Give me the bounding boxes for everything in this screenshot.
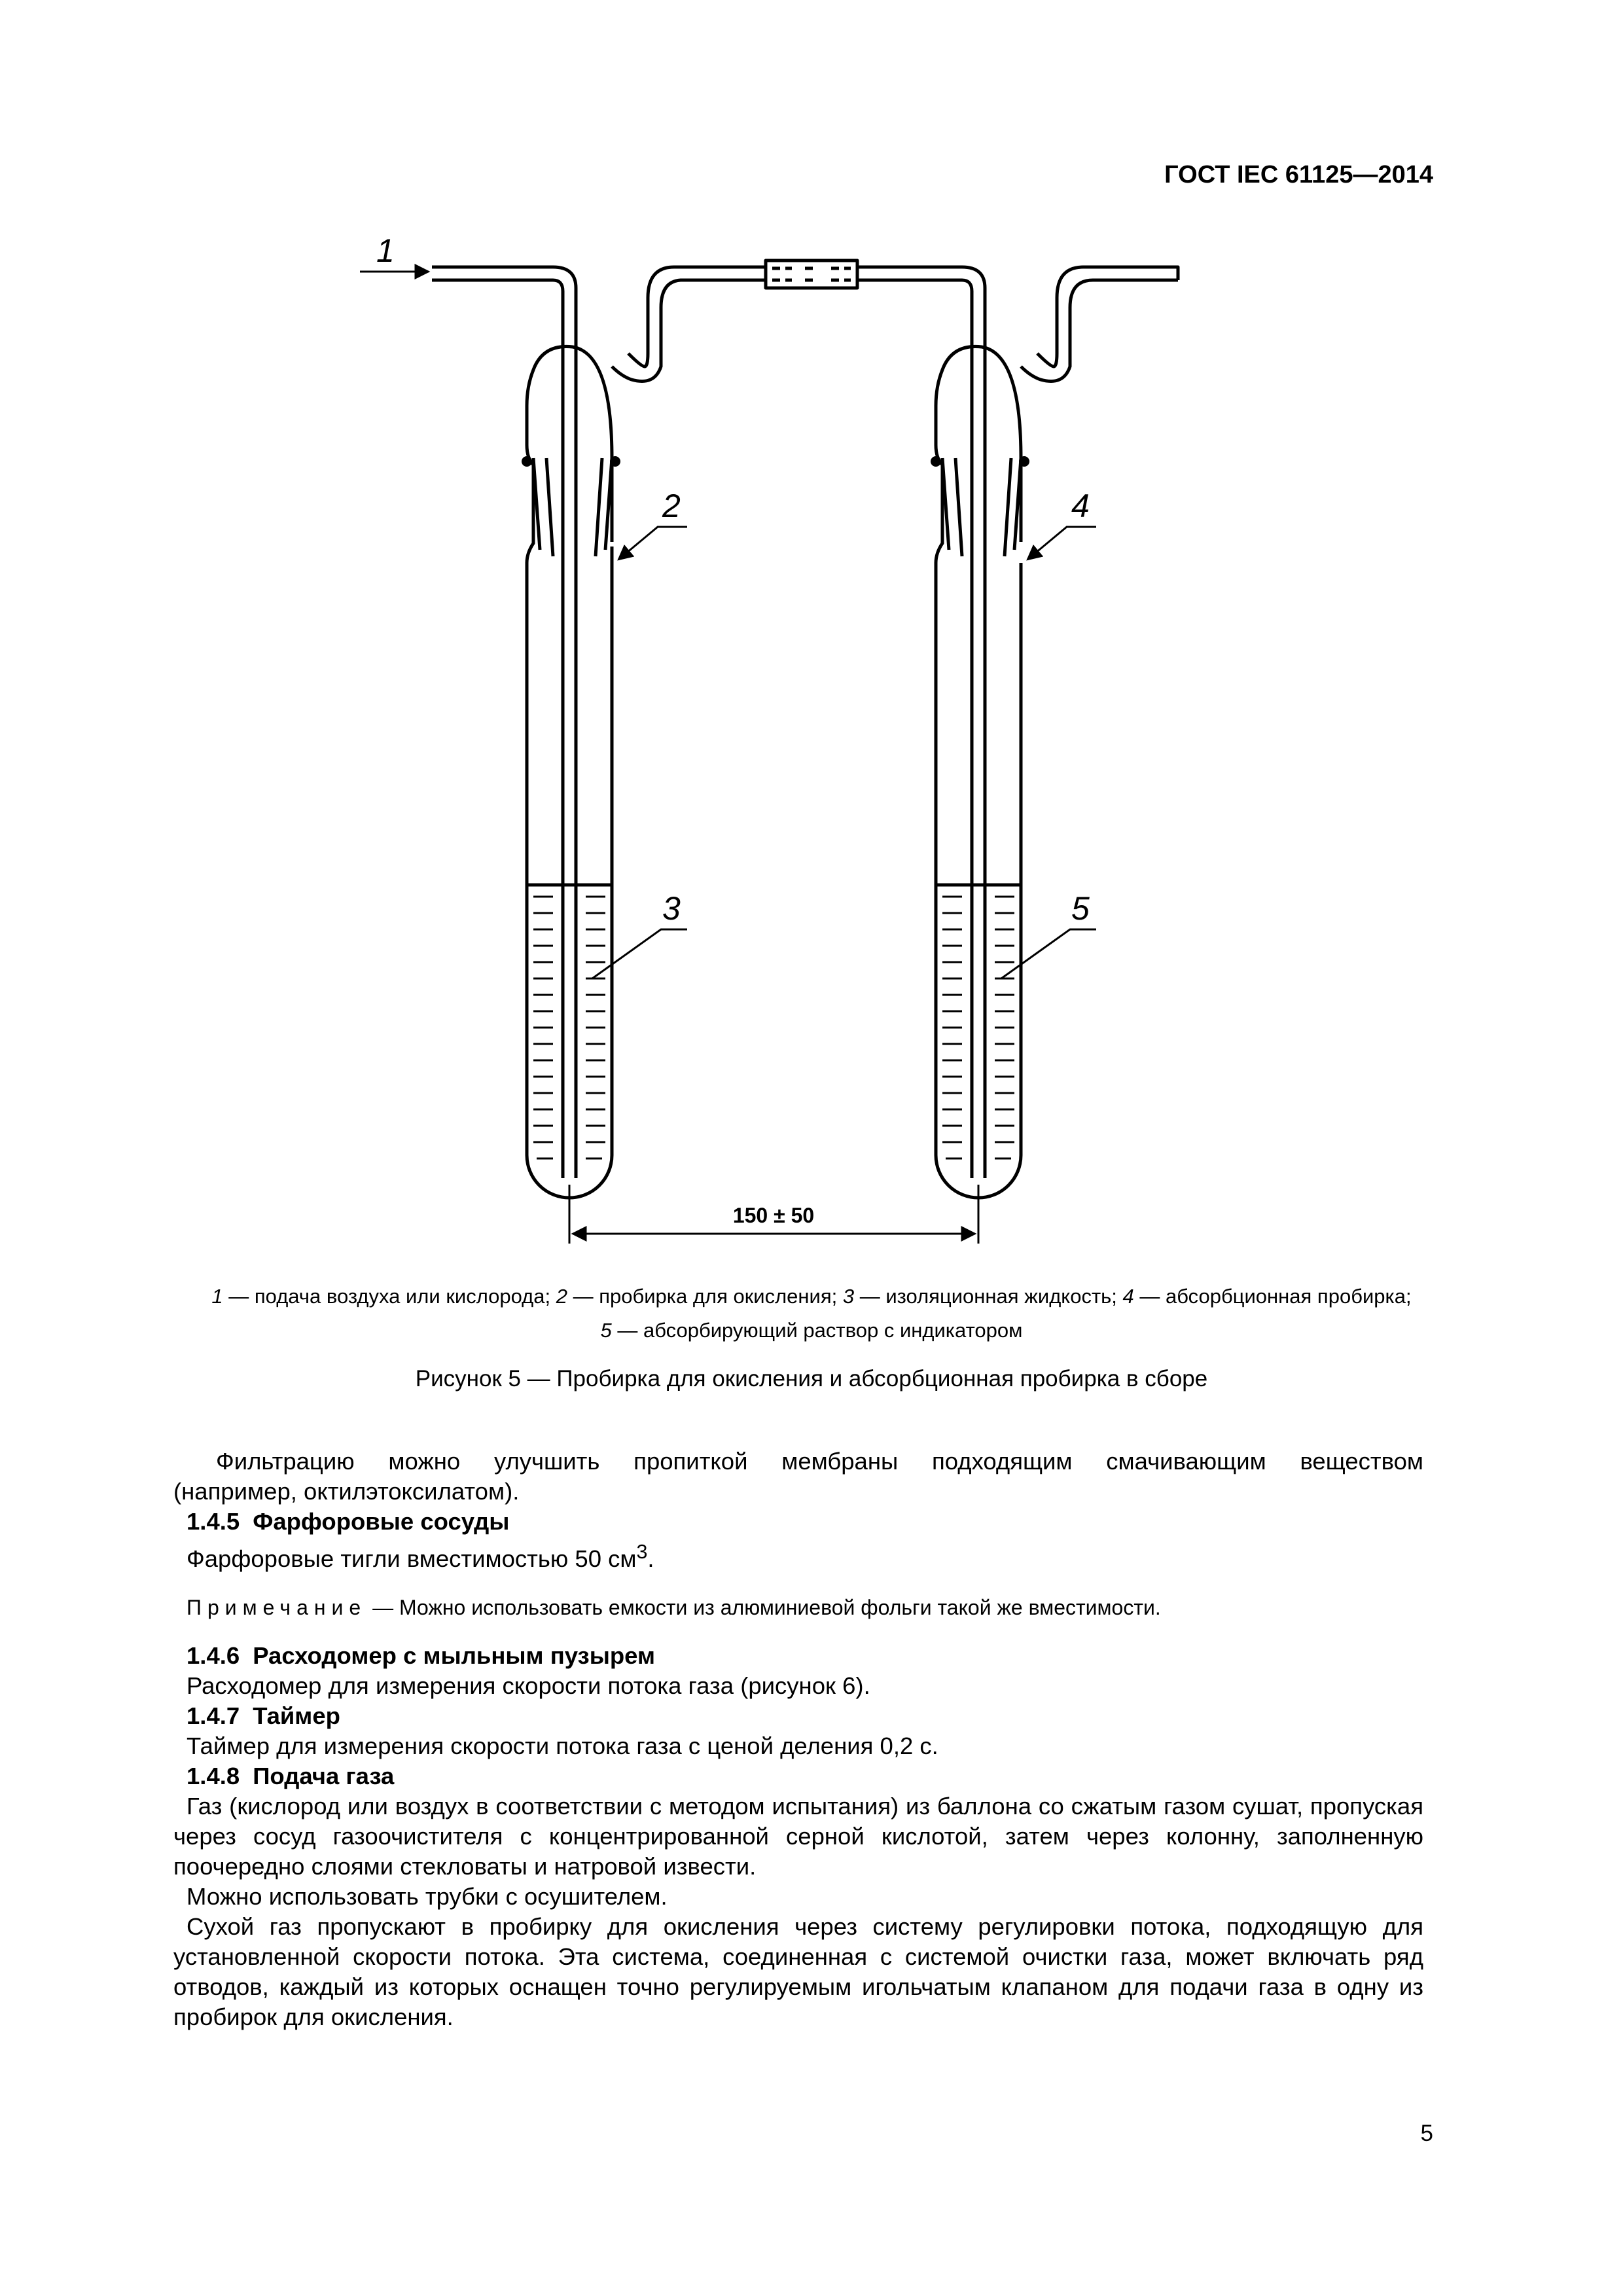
- paragraph-filtration-cont: (например, октилэтоксилатом).: [173, 1478, 520, 1505]
- standard-code: ГОСТ IEC 61125—2014: [1164, 161, 1433, 188]
- absorption-tube: [936, 346, 1021, 1198]
- label-4: 4: [1071, 488, 1090, 524]
- figure-legend: 1 — подача воздуха или кислорода; 2 — пробирка для окисления; 3 — изоляционная жидкость; 4 — абсорбционная пробирка; 5 — абсорбирующий раствор с индикатором: [211, 1285, 1412, 1342]
- section-1-4-7-text: Таймер для измерения скорости потока газа с ценой деления 0,2 с.: [187, 1732, 938, 1760]
- inlet-pipe: [432, 267, 576, 1178]
- label-2: 2: [662, 488, 681, 524]
- paragraph-dry-gas: Сухой газ пропускают в пробирку для окисления через систему регулировки потока, подходящую для установленной скорости потока. Эта система, соединенная с системой очистки газа, может включать ряд отводов, каждый из которых оснащен точно регулируемым игольчатым клапаном для подачи газа в одну из пробирок для окисления.: [173, 1913, 1423, 2031]
- dimension-value: 150 ± 50: [732, 1204, 815, 1227]
- paragraph-filtration: Фильтрацию можно улучшить пропиткой мембраны подходящим смачивающим веществом: [216, 1448, 1423, 1475]
- paragraph-drying-tubes: Можно использовать трубки с осушителем.: [187, 1883, 668, 1910]
- section-1-4-6-text: Расходомер для измерения скорости потока газа (рисунок 6).: [187, 1672, 870, 1700]
- page-number: 5: [1420, 2121, 1433, 2146]
- note: Примечание — Можно использовать емкости из алюминиевой фольги такой же вместимости.: [187, 1596, 1161, 1620]
- label-5: 5: [1071, 890, 1090, 927]
- section-1-4-7-heading: 1.4.7 Таймер: [187, 1702, 340, 1730]
- figure-caption: Рисунок 5 — Пробирка для окисления и абсорбционная пробирка в сборе: [415, 1366, 1208, 1391]
- paragraph-gas-supply: Газ (кислород или воздух в соответствии с методом испытания) из баллона со сжатым газом сушат, пропуская через сосуд газоочистителя с концентрированной серной кислотой, затем через колонну, заполненную поочередно слоями стекловаты и натровой извести.: [173, 1793, 1423, 1880]
- body-text: [173, 1446, 1423, 2032]
- callout-3-leader: [592, 929, 687, 978]
- callout-4-leader: [1027, 527, 1096, 560]
- callout-5-leader: [1001, 929, 1096, 978]
- section-1-4-5-text: Фарфоровые тигли вместимостью 50 $см^3$.: [187, 1541, 654, 1573]
- section-1-4-8-heading: 1.4.8 Подача газа: [187, 1763, 395, 1790]
- section-1-4-5-heading: 1.4.5 Фарфоровые сосуды: [187, 1508, 510, 1535]
- section-1-4-6-heading: 1.4.6 Расходомер с мыльным пузырем: [187, 1642, 655, 1670]
- label-1: 1: [376, 232, 395, 269]
- oxidation-tube: [527, 346, 612, 1198]
- label-3: 3: [662, 890, 681, 927]
- callout-2-leader: [618, 527, 687, 560]
